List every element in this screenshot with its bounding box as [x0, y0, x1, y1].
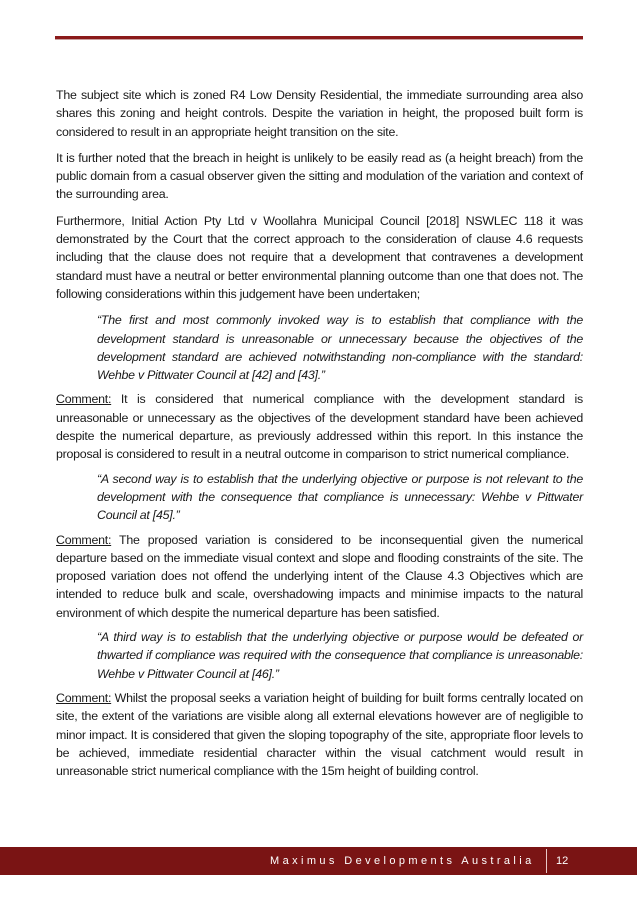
comment-text: Whilst the proposal seeks a variation height of building for built forms centrally located on site, the extent of the variations are visible along all external elevations however are of negligible to minor impact. It is considered that given the sloping topography of the site, appropriate floor levels to be achieved, immediate residential character within the visual catchment would result in unreasonable strict numerical compliance with the 15m height of building control. [56, 690, 583, 779]
footer-divider [546, 849, 547, 873]
footer-company-name: Maximus Developments Australia [270, 855, 535, 867]
quote-third-way: “A third way is to establish that the underlying objective or purpose would be defeated or thwarted if compliance was required with the consequence that compliance is unreasonable: Wehbe v Pittwater Council at [46].” [97, 630, 583, 681]
comment-label: Comment: [56, 690, 112, 705]
quote-second-way: “A second way is to establish that the underlying objective or purpose is not relevant to the development with the consequence that compliance is unnecessary: Wehbe v Pittwater Council at [45].” [97, 471, 583, 523]
comment-label: Comment: [56, 532, 112, 547]
quote-first-way: “The first and most commonly invoked way is to establish that compliance with the development standard is unreasonable or unnecessary because the objectives of the development standard are achieved notwithstanding non-compliance with the standard: Wehbe v Pittwater Council at [42] and [43].” [97, 313, 583, 383]
comment-text: The proposed variation is considered to be inconsequential given the numerical departure based on the immediate visual context and slope and flooding constraints of the site. The proposed variation does not offend the underlying intent of the Clause 4.3 Objectives which are intended to reduce bulk and scale, overshadowing impacts and minimise impacts to the natural environment of which despite the numerical departure has been satisfied. [56, 532, 583, 620]
header-rule [55, 36, 583, 39]
comment-text: It is considered that numerical compliance with the development standard is unreasonable or unnecessary as the objectives of the development standard have been achieved despite the numerical departure, as previously addressed within this report. In this instance the proposal is considered to result in a neutral outcome in comparison to strict numerical compliance. [56, 392, 583, 462]
comment-second [56, 531, 583, 622]
document-body [56, 86, 583, 786]
paragraph-zoning: The subject site which is zoned R4 Low Density Residential, the immediate surrounding area also shares this zoning and height controls. Despite the variation in height, the proposed built form is considered to result in an appropriate height transition on the site. [56, 88, 583, 139]
page-number: 12 [556, 855, 569, 867]
paragraph-initial-action: Furthermore, Initial Action Pty Ltd v Woollahra Municipal Council [2018] NSWLEC 118 it was demonstrated by the Court that the correct approach to the consideration of clause 4.6 requests including that the clause does not require that a development that contravenes a development standard must have a neutral or better environmental planning outcome than one that does not. The following considerations within this judgement have been undertaken; [56, 213, 583, 301]
comment-third [56, 689, 583, 780]
paragraph-height-breach: It is further noted that the breach in height is unlikely to be easily read as (a height breach) from the public domain from a casual observer given the sitting and modulation of the variation and context of the surrounding area. [56, 150, 583, 202]
comment-first [56, 390, 583, 463]
comment-label: Comment: [56, 392, 112, 407]
